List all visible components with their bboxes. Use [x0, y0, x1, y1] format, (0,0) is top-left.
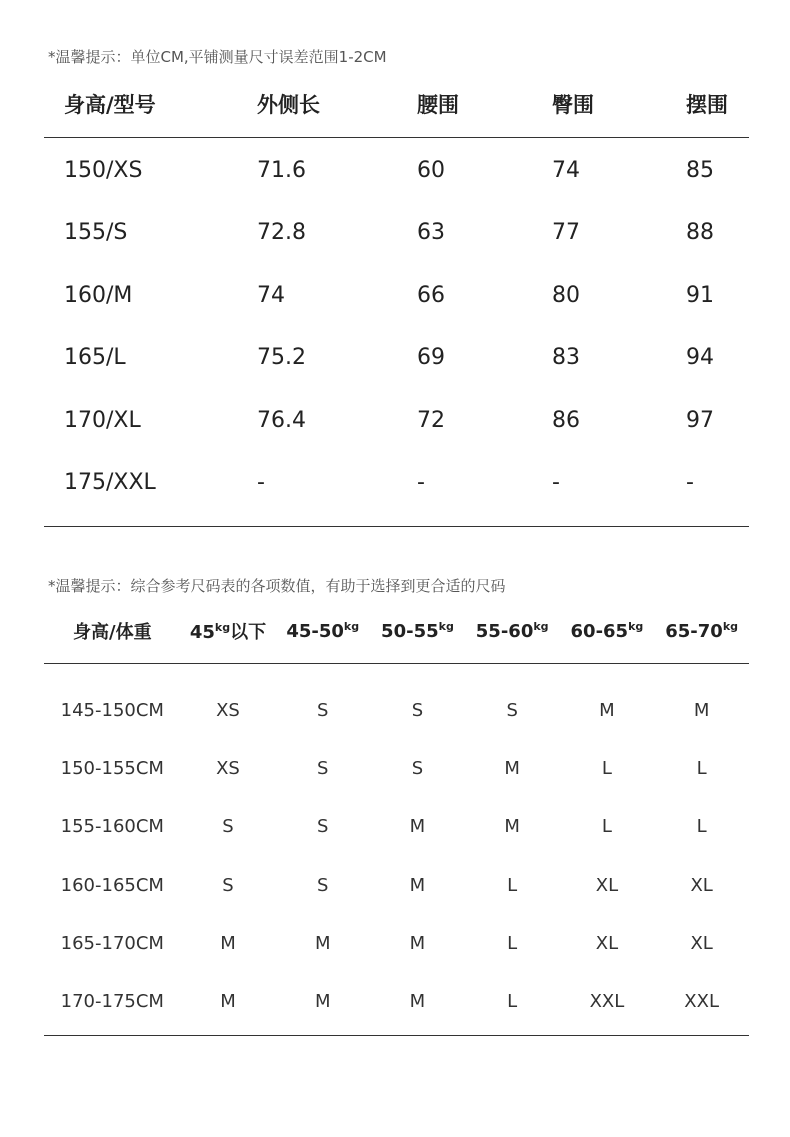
- header-hip: 臀围: [552, 93, 594, 117]
- table-row: [64, 139, 746, 202]
- header-weight-range: [370, 620, 465, 642]
- weight-unit-label: kg: [722, 620, 739, 633]
- table-cell: L: [507, 932, 518, 954]
- table-cell: 150-155CM: [60, 757, 164, 779]
- table-cell: 76.4: [257, 407, 306, 433]
- table-row: [44, 914, 749, 972]
- table-cell: S: [411, 757, 424, 779]
- weight-range-label: 45-50: [286, 621, 344, 642]
- table-cell: 155/S: [64, 220, 128, 246]
- table-cell: S: [222, 816, 234, 838]
- table-cell: M: [409, 932, 426, 954]
- table-cell: L: [507, 874, 518, 896]
- table2-header-divider: [44, 663, 749, 664]
- table-header-row: [44, 610, 749, 652]
- size-table-measurements: [64, 84, 746, 514]
- weight-range-label: 60-65: [570, 621, 629, 642]
- table-cell: 63: [417, 220, 445, 246]
- header-weight-range: [560, 620, 655, 642]
- table-cell: 91: [686, 282, 714, 308]
- weight-unit-label: kg: [533, 620, 549, 633]
- header-waist: 腰围: [417, 93, 459, 117]
- table-cell: 74: [552, 157, 580, 183]
- table-cell: 83: [552, 345, 580, 371]
- table-cell: L: [696, 757, 707, 779]
- table-row: [64, 327, 746, 390]
- table-cell: 165-170CM: [60, 932, 164, 954]
- table-row: [44, 856, 749, 914]
- table-cell: S: [316, 816, 329, 838]
- header-height-weight: 身高/体重: [73, 622, 152, 643]
- table-row: [64, 264, 746, 327]
- table-cell: 88: [686, 220, 714, 246]
- table-cell: XS: [216, 757, 240, 779]
- table-cell: M: [314, 932, 331, 954]
- weight-range-label: 50-55: [381, 621, 439, 642]
- table-cell: 85: [686, 157, 714, 183]
- table-cell: 74: [257, 282, 285, 308]
- table-cell: S: [411, 699, 424, 721]
- table-cell: M: [409, 874, 426, 896]
- table-cell: M: [409, 816, 426, 838]
- table-cell: XXL: [684, 991, 719, 1013]
- table-cell: 75.2: [257, 345, 306, 371]
- table-row: [44, 681, 749, 739]
- table-cell: 72: [417, 407, 445, 433]
- weight-range-label: 55-60: [475, 621, 534, 642]
- table-cell: 97: [686, 407, 714, 433]
- table-cell: XXL: [589, 991, 625, 1013]
- table-cell: S: [316, 757, 329, 779]
- table-cell: XL: [595, 932, 619, 954]
- table-cell: M: [220, 932, 236, 954]
- table-cell: -: [257, 470, 265, 496]
- weight-range-label: 45: [189, 622, 215, 643]
- table-cell: S: [506, 699, 518, 721]
- header-weight-range: [465, 620, 560, 642]
- table-cell: 160-165CM: [60, 874, 164, 896]
- table-cell: L: [601, 816, 612, 838]
- table-cell: 170-175CM: [60, 991, 164, 1013]
- table-cell: XS: [216, 699, 240, 721]
- weight-unit-label: kg: [438, 620, 454, 633]
- size-note-units: *温馨提示：单位CM,平铺测量尺寸误差范围1-2CM: [48, 48, 387, 66]
- header-weight-range: [181, 618, 276, 644]
- table-row: [44, 972, 749, 1030]
- header-weight-range: [275, 620, 370, 642]
- table-cell: M: [599, 699, 615, 721]
- table-cell: L: [696, 816, 707, 838]
- weight-range-label: 65-70: [665, 621, 723, 642]
- header-weight-range: [654, 620, 749, 642]
- table-cell: 77: [552, 220, 580, 246]
- table-cell: M: [504, 816, 520, 838]
- weight-unit-label: kg: [343, 620, 360, 633]
- table-cell: 66: [417, 282, 445, 308]
- table-row: [64, 202, 746, 265]
- table-cell: M: [504, 757, 520, 779]
- table-cell: 170/XL: [64, 407, 141, 433]
- table-cell: M: [409, 991, 426, 1013]
- table-cell: M: [693, 699, 710, 721]
- size-table-height-weight: [44, 610, 749, 1031]
- table-cell: 145-150CM: [60, 699, 164, 721]
- table-cell: -: [686, 470, 694, 496]
- table-cell: XL: [690, 874, 713, 896]
- table-cell: 60: [417, 157, 445, 183]
- header-outer-length: 外侧长: [257, 93, 320, 117]
- table-cell: L: [601, 757, 612, 779]
- table-cell: 165/L: [64, 345, 126, 371]
- table-cell: S: [316, 874, 329, 896]
- table-cell: S: [222, 874, 234, 896]
- table-cell: M: [314, 991, 331, 1013]
- table-cell: 86: [552, 407, 580, 433]
- table-row: [44, 739, 749, 797]
- table-cell: 150/XS: [64, 157, 143, 183]
- table-cell: M: [220, 991, 236, 1013]
- table1-header-divider: [44, 137, 749, 138]
- table-cell: 80: [552, 282, 580, 308]
- table1-bottom-divider: [44, 526, 749, 527]
- table-cell: -: [417, 470, 425, 496]
- weight-suffix-label: 以下: [230, 622, 267, 643]
- table-row: [64, 389, 746, 452]
- table-cell: 160/M: [64, 282, 133, 308]
- table-cell: 71.6: [257, 157, 306, 183]
- table-cell: 155-160CM: [60, 816, 164, 838]
- header-hem: 摆围: [686, 93, 728, 117]
- table-cell: S: [316, 699, 329, 721]
- table-cell: -: [552, 470, 560, 496]
- header-height-size: 身高/型号: [64, 93, 156, 117]
- table-cell: L: [507, 991, 518, 1013]
- table-cell: XL: [595, 874, 619, 896]
- table-cell: 94: [686, 345, 714, 371]
- size-note-reference: *温馨提示：综合参考尺码表的各项数值，有助于选择到更合适的尺码: [48, 577, 506, 595]
- table2-bottom-divider: [44, 1035, 749, 1036]
- weight-unit-label: kg: [214, 621, 231, 634]
- table-cell: 72.8: [257, 220, 306, 246]
- table-header-row: [64, 84, 746, 124]
- table-cell: 69: [417, 345, 445, 371]
- weight-unit-label: kg: [628, 620, 644, 633]
- table-row: [64, 452, 746, 515]
- table-row: [44, 798, 749, 856]
- table-cell: 175/XXL: [64, 470, 156, 496]
- table-cell: XL: [690, 932, 713, 954]
